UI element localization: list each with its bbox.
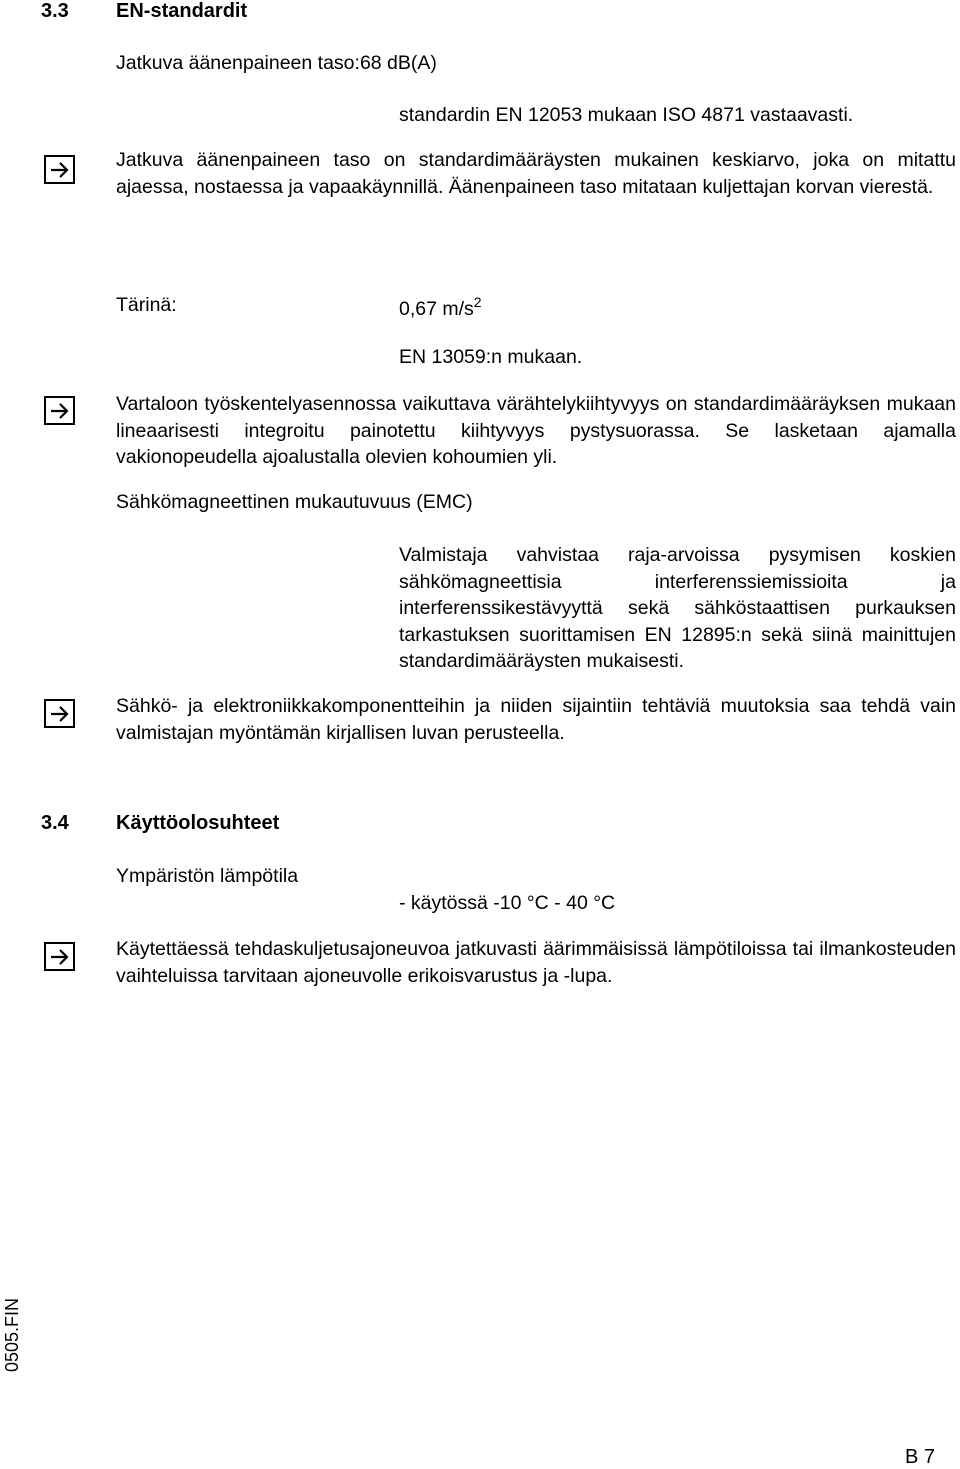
emc-note: Sähkö- ja elektroniikkakomponentteihin ja niiden sijaintiin tehtäviä muutoksia saa tehdä vain valmistajan myöntämän kirjallisen luvan perusteella. <box>116 695 956 744</box>
section-number: 3.3 <box>41 0 69 22</box>
noise-note: Jatkuva äänenpaineen taso on standardimääräysten mukainen keskiarvo, joka on mitattu ajaessa, nostaessa ja vapaakäynnillä. Äänenpaineen taso mitataan kuljettajan korvan vierestä. <box>116 149 956 198</box>
arrow-right-icon <box>44 942 75 971</box>
temperature-value: - käytössä -10 °C - 40 °C <box>399 892 616 914</box>
arrow-right-icon <box>44 699 75 728</box>
side-code: 0505.FIN <box>2 1297 22 1372</box>
emc-text: Valmistaja vahvistaa raja-arvoissa pysymisen koskien sähkömagneettisia interferenssiemissioita ja interferenssikestävyyttä sekä sähköstaattisen purkauksen tarkastuksen suorittamisen EN 12895:n sekä siinä mainittujen standardimääräysten mukaisesti. <box>399 544 956 672</box>
arrow-right-icon <box>44 155 75 184</box>
vibration-value: 0,67 $m/s^2$ <box>399 294 482 320</box>
emc-label: Sähkömagneettinen mukautuvuus (EMC) <box>116 491 473 513</box>
section-number: 3.4 <box>41 812 69 834</box>
vibration-label: Tärinä: <box>116 294 177 316</box>
noise-label: Jatkuva äänenpaineen taso:68 dB(A) <box>116 52 437 74</box>
section-title: Käyttöolosuhteet <box>116 812 280 834</box>
section-title: EN-standardit <box>116 0 248 22</box>
vibration-standard: EN 13059:n mukaan. <box>399 346 583 368</box>
vibration-note: Vartaloon työskentelyasennossa vaikuttava värähtelykiihtyvyys on standardimääräyksen mukaan lineaarisesti integroitu painotettu kiihtyvyys pystysuorassa. Se lasketaan ajamalla vakionopeudella ajoalustalla olevien kohoumien yli. <box>116 393 956 468</box>
page-number: B 7 <box>905 1446 936 1468</box>
noise-standard: standardin EN 12053 mukaan ISO 4871 vastaavasti. <box>399 104 854 126</box>
temperature-label: Ympäristön lämpötila <box>116 865 299 887</box>
temperature-note: Käytettäessä tehdaskuljetusajoneuvoa jatkuvasti äärimmäisissä lämpötiloissa tai ilmankosteuden vaihteluissa tarvitaan ajoneuvolle erikoisvarustus ja -lupa. <box>116 938 956 987</box>
arrow-right-icon <box>44 396 75 425</box>
